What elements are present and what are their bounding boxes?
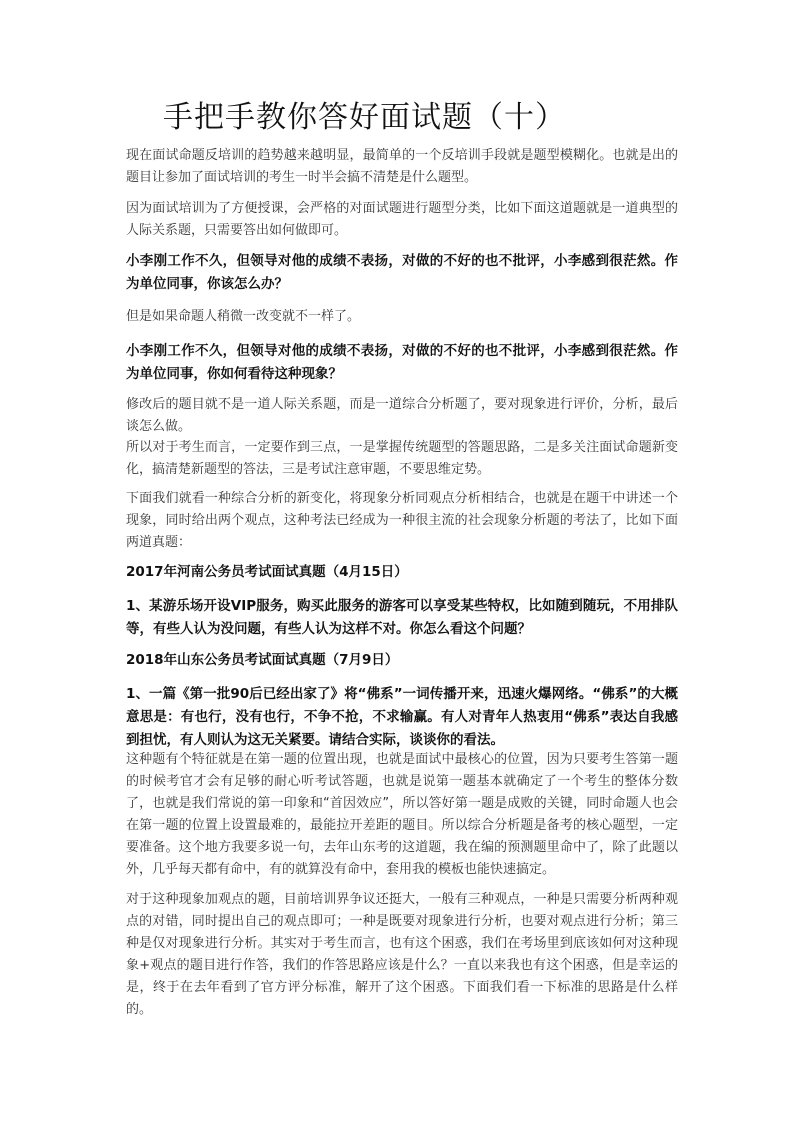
- paragraph-change: 但是如果命题人稍微一改变就不一样了。: [126, 309, 361, 324]
- document-title: 手把手教你答好面试题（十）: [163, 100, 566, 135]
- paragraph-three-points: 所以对于考生而言，一定要作到三点，一是掌握传统题型的答题思路，二是多关注面试命题新变化，搞清楚新题型的答法，三是考试注意审题，不要思维定势。: [126, 440, 678, 477]
- paragraph-analysis: 修改后的题目就不是一道人际关系题，而是一道综合分析题了，要对现象进行评价，分析，最后谈怎么做。: [126, 397, 678, 434]
- question-original: 小李刚工作不久，但领导对他的成绩不表扬，对做的不好的也不批评，小李感到很茫然。作为单位同事，你该怎么办？: [126, 253, 678, 292]
- paragraph-feature: 这种题有个特征就是在第一题的位置出现，也就是面试中最核心的位置，因为只要考生答第一题的时候考官才会有足够的耐心听考试答题，也就是说第一题基本就确定了一个考生的整体分数了，也就是我们常说的第一印象和“首因效应”，所以答好第一题是成败的关键，同时命题人也会在第一题的位置上设置最难的，最能拉开差距的题目。所以综合分析题是备考的核心题型，一定要准备。这个地方我要多说一句，去年山东考的这道题，我在编的预测题里命中了，除了此题以外，几乎每天都有命中，有的就算没有命中，套用我的模板也能快速搞定。: [126, 752, 678, 877]
- paragraph-new-change: 下面我们就看一种综合分析的新变化，将现象分析同观点分析相结合，也就是在题干中讲述一个现象，同时给出两个观点，这种考法已经成为一种很主流的社会现象分析题的考法了，比如下面两道真题：: [126, 491, 678, 550]
- paragraph-intro: 现在面试命题反培训的趋势越来越明显，最简单的一个反培训手段就是题型模糊化。也就是出的题目让参加了面试培训的考生一时半会搞不清楚是什么题型。: [126, 148, 678, 185]
- paragraph-training: 因为面试培训为了方便授课，会严格的对面试题进行题型分类，比如下面这道题就是一道典型的人际关系题，只需要答出如何做即可。: [126, 201, 678, 238]
- heading-henan-2017: 2017年河南公务员考试面试真题（4月15日）: [126, 564, 408, 580]
- question-shandong: 1、一篇《第一批90后已经出家了》将“佛系”一词传播开来，迅速火爆网络。“佛系”的大概意思是：有也行，没有也行，不争不抢，不求输赢。有人对青年人热衷用“佛系”表达自我感到担忧，有人则认为这无关紧要。请结合实际，谈谈你的看法。: [126, 686, 678, 748]
- paragraph-controversy: 对于这种现象加观点的题，目前培训界争议还挺大，一般有三种观点，一种是只需要分析两种观点的对错，同时提出自己的观点即可；一种是既要对现象进行分析，也要对观点进行分析；第三种是仅对现象进行分析。其实对于考生而言，也有这个困惑，我们在考场里到底该如何对这种现象+观点的题目进行作答，我们的作答思路应该是什么？一直以来我也有这个困惑，但是幸运的是，终于在去年看到了官方评分标准，解开了这个困惑。下面我们看一下标准的思路是什么样的。: [126, 892, 678, 1017]
- question-henan: 1、某游乐场开设VIP服务，购买此服务的游客可以享受某些特权，比如随到随玩，不用排队等，有些人认为没问题，有些人认为这样不对。你怎么看这个问题？: [126, 598, 678, 637]
- question-modified: 小李刚工作不久，但领导对他的成绩不表扬，对做的不好的也不批评，小李感到很茫然。作为单位同事，你如何看待这种现象？: [126, 343, 678, 382]
- heading-shandong-2018: 2018年山东公务员考试面试真题（7月9日）: [126, 652, 399, 668]
